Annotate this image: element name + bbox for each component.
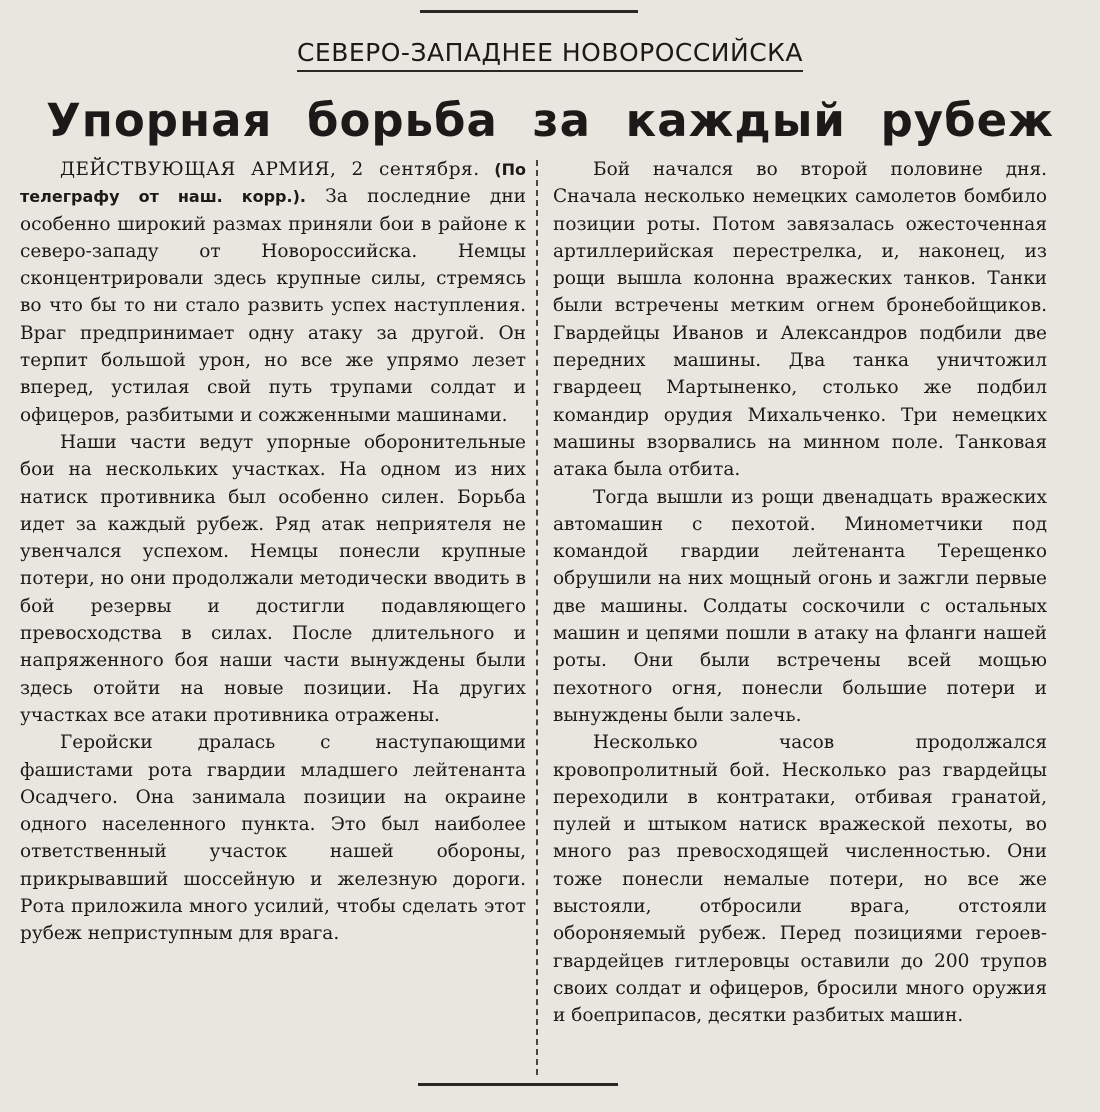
bottom-rule [418, 1083, 618, 1086]
paragraph-3: Геройски дралась с наступающими фашистами рота гвардии младшего лейтенанта Осадчего. Она занимала позиции на окраине одного населенного пункта. Это был наиболее ответственный участок нашей обороны, прикрывавший шоссейную и железную дороги. Рота приложила много усилий, чтобы сделать этот рубеж неприступным для врага. [20, 732, 526, 945]
paragraph-5: Тогда вышли из рощи двенадцать вражеских автомашин с пехотой. Минометчики под командой гвардии лейтенанта Терещенко обрушили на них мощный огонь и зажгли первые две машины. Солдаты соскочили с остальных машин и цепями пошли в атаку на фланги нашей роты. Они были встречены всей мощью пехотного огня, понесли большие потери и вынуждены были залечь. [553, 486, 1047, 726]
byline: (По телеграфу от наш. корр.). [20, 160, 526, 207]
paragraph-4: Бой начался во второй половине дня. Сначала несколько немецких самолетов бомбило позиции роты. Потом завязалась ожесточенная артиллерийская перестрелка, и, наконец, из рощи вышла колонна вражеских танков. Танки были встречены метким огнем бронебойщиков. Гвардейцы Иванов и Александров подбили две передних машины. Два танка уничтожил гвардеец Мартыненко, столько же подбил командир орудия Михальченко. Три немецких машины взорвались на минном поле. Танковая атака была отбита. [553, 159, 1047, 481]
rubric-text: СЕВЕРО-ЗАПАДНЕЕ НОВОРОССИЙСКА [297, 38, 803, 72]
paragraph-1 [20, 156, 526, 429]
paragraph-2: Наши части ведут упорные оборонительные бои на нескольких участках. На одном из них натиск противника был особенно силен. Борьба идет за каждый рубеж. Ряд атак неприятеля не увенчался успехом. Немцы понесли крупные потери, но они продолжали методически вводить в бой резервы и достигли подавляющего превосходства в силах. После длительного и напряженного боя наши части вынуждены были здесь отойти на новые позиции. На других участках все атаки противника отражены. [20, 431, 526, 726]
right-column [553, 156, 1047, 1030]
column-divider [536, 160, 538, 1075]
paragraph-6: Несколько часов продолжался кровопролитный бой. Несколько раз гвардейцы переходили в контратаки, отбивая гранатой, пулей и штыком натиск вражеской пехоты, во много раз превосходящей численностью. Они тоже понесли немалые потери, но все же выстояли, отбросили врага, отстояли обороняемый рубеж. Перед позициями героев-гвардейцев гитлеровцы оставили до 200 трупов своих солдат и офицеров, бросили много оружия и боеприпасов, десятки разбитых машин. [553, 732, 1047, 1027]
article-headline: Упорная борьба за каждый рубеж [46, 94, 1054, 147]
top-rule [420, 10, 638, 13]
paragraph-1-text: За последние дни особенно широкий размах приняли бои в районе к северо-западу от Новороссийска. Немцы сконцентрировали здесь крупные силы, стремясь во что бы то ни стало развить успех наступления. Враг предпринимает одну атаку за другой. Он терпит большой урон, но все же упрямо лезет вперед, устилая свой путь трупами солдат и офицеров, разбитыми и сожженными машинами. [20, 186, 526, 426]
rubric-heading [0, 38, 1100, 67]
left-column [20, 156, 526, 948]
dateline: ДЕЙСТВУЮЩАЯ АРМИЯ, 2 сентября. [60, 159, 480, 180]
